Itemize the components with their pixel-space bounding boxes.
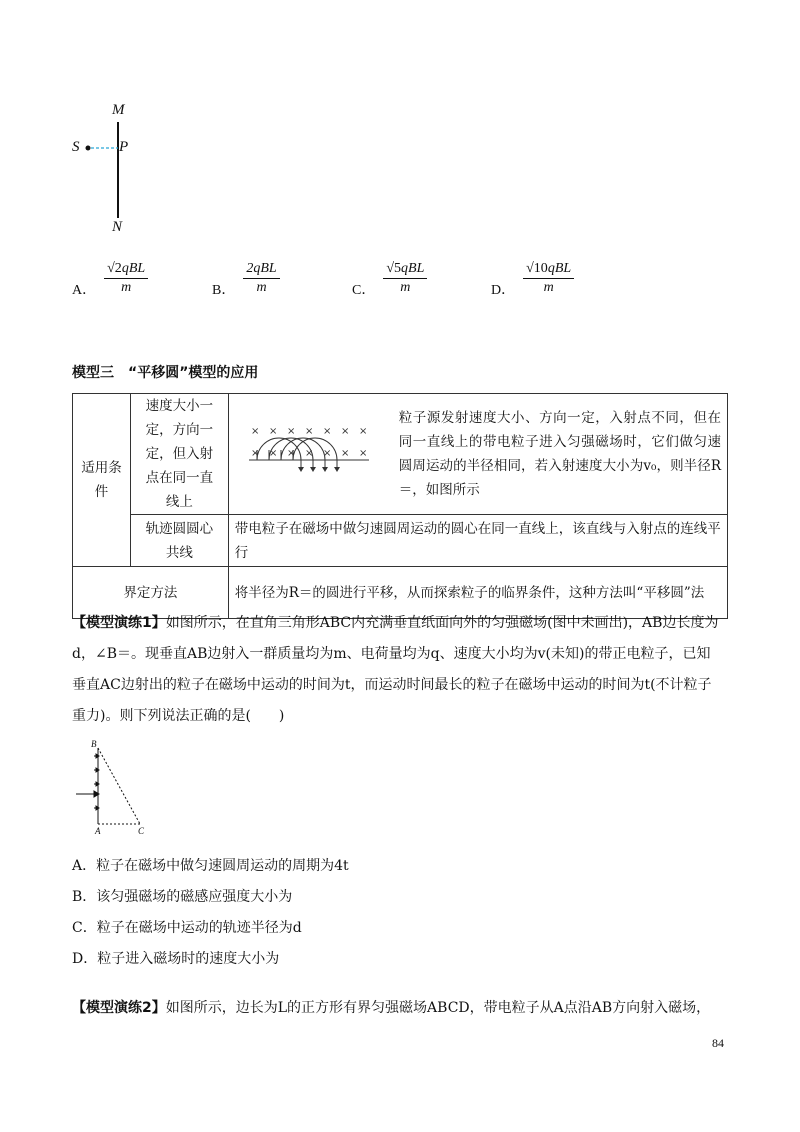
label-m: M bbox=[112, 102, 125, 118]
top-option-b[interactable] bbox=[212, 257, 280, 299]
svg-text:×: × bbox=[250, 448, 260, 459]
svg-text:×: × bbox=[322, 448, 332, 459]
svg-text:×: × bbox=[340, 426, 350, 437]
top-option-d[interactable] bbox=[491, 257, 574, 299]
fraction: $\frac{\text{√2qBL}}{m}$ bbox=[104, 261, 148, 296]
svg-text:×: × bbox=[286, 448, 296, 459]
row-header-conditions: 适用条件 bbox=[73, 394, 131, 567]
cond1-cell bbox=[228, 394, 727, 515]
svg-text:×: × bbox=[322, 426, 332, 437]
label-n: N bbox=[112, 219, 123, 235]
model-table bbox=[72, 393, 728, 619]
label-s: S bbox=[72, 139, 80, 155]
svg-text:×: × bbox=[268, 448, 278, 459]
top-option-a[interactable] bbox=[72, 257, 148, 299]
svg-text:×: × bbox=[250, 426, 260, 437]
method-label: 界定方法 bbox=[73, 567, 229, 619]
svg-text:×: × bbox=[340, 448, 350, 459]
tri-label-c: C bbox=[138, 826, 145, 836]
svg-text:×: × bbox=[304, 448, 314, 459]
practice1-option-a[interactable]: A．粒子在磁场中做匀速圆周运动的周期为4t bbox=[72, 858, 349, 874]
label-p: P bbox=[119, 139, 129, 155]
practice1-line3: 垂直AC边射出的粒子在磁场中运动的时间为t，而运动时间最长的粒子在磁场中运动的时间为t(不计粒子 bbox=[72, 677, 712, 693]
practice1-line1: 【模型演练1】如图所示，在直角三角形ABC内充满垂直纸面向外的匀强磁场(图中未画出)，AB边长度为 bbox=[72, 615, 719, 631]
practice1-block bbox=[72, 608, 732, 732]
cond2-text: 带电粒子在磁场中做匀速圆周运动的圆心在同一直线上，该直线与入射点的连线平行 bbox=[228, 515, 727, 567]
fraction: $\frac{\text{√5qBL}}{m}$ bbox=[383, 261, 427, 296]
option-letter: D． bbox=[491, 283, 516, 298]
section-title: 模型三 “平移圆”模型的应用 bbox=[72, 365, 259, 381]
triangle-figure bbox=[74, 738, 164, 838]
svg-text:×: × bbox=[286, 426, 296, 437]
svg-text:×: × bbox=[358, 426, 368, 437]
practice1-option-c[interactable]: C．粒子在磁场中运动的轨迹半径为d bbox=[72, 920, 302, 936]
option-letter: A． bbox=[72, 283, 97, 298]
tri-label-b: B bbox=[91, 739, 97, 749]
tri-label-a: A bbox=[95, 826, 101, 836]
practice1-option-b[interactable]: B．该匀强磁场的磁感应强度大小为 bbox=[72, 889, 293, 905]
practice1-option-d[interactable]: D．粒子进入磁场时的速度大小为 bbox=[72, 951, 280, 967]
cond2-label: 轨迹圆圆心共线 bbox=[130, 515, 228, 567]
top-option-c[interactable] bbox=[352, 257, 427, 299]
svg-text:×: × bbox=[268, 426, 278, 437]
cond1-text: 粒子源发射速度大小、方向一定，入射点不同，但在同一直线上的带电粒子进入匀强磁场时，它们做匀速圆周运动的半径相同，若入射速度大小为v₀，则半径R＝，如图所示 bbox=[398, 410, 721, 498]
cond1-label: 速度大小一定，方向一定，但入射点在同一直线上 bbox=[130, 394, 228, 515]
source-point bbox=[86, 146, 91, 151]
fraction: $\frac{\text{2qBL}}{m}$ bbox=[243, 261, 279, 296]
option-letter: C． bbox=[352, 283, 376, 298]
option-letter: B． bbox=[212, 283, 236, 298]
method-text: 将半径为R＝的圆进行平移，从而探索粒子的临界条件，这种方法叫“平移圆”法 bbox=[228, 567, 727, 619]
top-figure bbox=[60, 100, 160, 240]
practice1-line2: d，∠B＝。现垂直AB边射入一群质量均为m、电荷量均为q、速度大小均为v(未知)的带正电粒子，已知 bbox=[72, 646, 711, 662]
practice1-line4: 重力)。则下列说法正确的是( ) bbox=[72, 708, 285, 724]
practice2-line1: 【模型演练2】如图所示，边长为L的正方形有界匀强磁场ABCD，带电粒子从A点沿AB方向射入磁场， bbox=[72, 1000, 711, 1016]
fraction: $\frac{\text{√10qBL}}{m}$ bbox=[523, 261, 574, 296]
translating-circles-figure bbox=[245, 422, 395, 492]
svg-text:×: × bbox=[358, 448, 368, 459]
svg-text:×: × bbox=[304, 426, 314, 437]
page-number: 84 bbox=[712, 1036, 724, 1050]
practice1-options bbox=[72, 851, 672, 975]
